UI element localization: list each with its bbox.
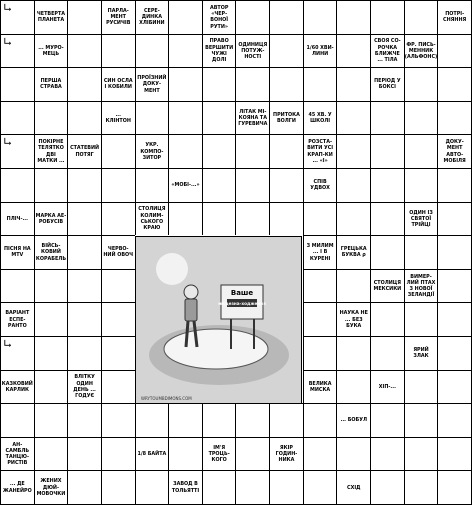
clue-cell: ДОКУ-МЕНТ АВТО-МОБІЛЯ (437, 134, 471, 168)
answer-cell[interactable] (235, 168, 269, 202)
clue-cell: СВОЯ СО-РОЧКА БЛИЖЧЕ ... ТІЛА (370, 34, 404, 68)
clue-cell: ЯКІР ГОДИН-НИКА (269, 437, 303, 471)
arrow-icon (3, 137, 12, 146)
clue-cell: ЧЕТВЕРТА ПЛАНЕТА (34, 0, 68, 34)
clue-cell: ПРИТОКА ВОЛГИ (269, 101, 303, 135)
answer-cell[interactable] (34, 403, 68, 437)
answer-cell[interactable] (404, 370, 438, 404)
answer-cell[interactable] (101, 202, 135, 236)
answer-cell[interactable] (202, 403, 236, 437)
answer-cell[interactable] (101, 168, 135, 202)
answer-cell[interactable] (437, 370, 471, 404)
answer-cell[interactable] (269, 168, 303, 202)
answer-cell[interactable] (101, 34, 135, 68)
answer-cell[interactable] (404, 67, 438, 101)
clue-cell: ПЕРІОД У БОКСІ (370, 67, 404, 101)
answer-cell[interactable] (67, 168, 101, 202)
answer-cell[interactable] (269, 134, 303, 168)
answer-cell[interactable] (0, 336, 34, 370)
clue-cell: ПОКІРНЕ ТЕЛЯТКО ДВІ МАТКИ ... (34, 134, 68, 168)
clue-cell: РОЗСТА-ВИТИ УСІ КРАП-КИ ... «І» (303, 134, 337, 168)
answer-cell[interactable] (67, 202, 101, 236)
answer-cell[interactable] (202, 470, 236, 504)
answer-cell[interactable] (336, 34, 370, 68)
answer-cell[interactable] (235, 470, 269, 504)
answer-cell[interactable] (370, 403, 404, 437)
answer-cell[interactable] (135, 168, 169, 202)
answer-cell[interactable] (101, 336, 135, 370)
clue-cell: ФР. ПИСЬ-МЕННИК (АЛЬФОНС) (404, 34, 438, 68)
answer-cell[interactable] (370, 202, 404, 236)
answer-cell[interactable] (67, 336, 101, 370)
answer-cell[interactable] (269, 67, 303, 101)
answer-cell[interactable] (336, 336, 370, 370)
clue-cell: ВЛІТКУ ОДИН ДЕНЬ ... ГОДУЄ (67, 370, 101, 404)
clue-cell: ГРЕЦЬКА БУКВА ρ (336, 235, 370, 269)
answer-cell[interactable] (34, 437, 68, 471)
sign-text-middle: місцезна-ходження (218, 301, 266, 306)
arrow-icon (3, 3, 12, 12)
answer-cell[interactable] (303, 403, 337, 437)
answer-cell[interactable] (437, 101, 471, 135)
answer-cell[interactable] (0, 168, 34, 202)
answer-cell[interactable] (303, 470, 337, 504)
clue-cell: ЯРИЙ ЗЛАК (404, 336, 438, 370)
clue-cell: ПРОЇЗНИЙ ДОКУ-МЕНТ (135, 67, 169, 101)
answer-cell[interactable] (437, 403, 471, 437)
answer-cell[interactable] (269, 0, 303, 34)
clue-cell: ПЛІЧ-... (0, 202, 34, 236)
clue-cell: ПРАВО ВЕРШИТИ ЧУЖІ ДОЛІ (202, 34, 236, 68)
clue-cell: СТАТЕВИЙ ПОТЯГ (67, 134, 101, 168)
watermark-text: WRYTOUMBDIMONS.COM (141, 396, 192, 401)
answer-cell[interactable] (101, 470, 135, 504)
answer-cell[interactable] (101, 437, 135, 471)
answer-cell[interactable] (336, 269, 370, 303)
answer-cell[interactable] (168, 202, 202, 236)
answer-cell[interactable] (0, 0, 34, 34)
answer-cell[interactable] (269, 202, 303, 236)
answer-cell[interactable] (336, 168, 370, 202)
answer-cell[interactable] (0, 101, 34, 135)
clue-cell: СТОЛИЦЯ МЕКСИКИ (370, 269, 404, 303)
answer-cell[interactable] (404, 134, 438, 168)
answer-cell[interactable] (202, 202, 236, 236)
answer-cell[interactable] (404, 302, 438, 336)
clue-cell: КАЗКОВИЙ КАРЛИК (0, 370, 34, 404)
answer-cell[interactable] (202, 168, 236, 202)
clue-cell: СЕРЕ-ДИНКА ХЛІБИНИ (135, 0, 169, 34)
answer-cell[interactable] (168, 101, 202, 135)
answer-cell[interactable] (0, 34, 34, 68)
answer-cell[interactable] (269, 403, 303, 437)
clue-cell: ОДИНИЦЯ ПОТУЖ-НОСТІ (235, 34, 269, 68)
clue-cell: ВИМЕР-ЛИЙ ПТАХ З НОВОЇ ЗЕЛАНДІЇ (404, 269, 438, 303)
answer-cell[interactable] (67, 0, 101, 34)
answer-cell[interactable] (67, 235, 101, 269)
clue-cell: ПОТРІ-СНЯННЯ (437, 0, 471, 34)
clue-cell: АН-САМБЛЬ ТАНЦЮ-РИСТІВ (0, 437, 34, 471)
clue-cell: 45 ХВ. У ШКОЛІ (303, 101, 337, 135)
answer-cell[interactable] (101, 370, 135, 404)
answer-cell[interactable] (336, 67, 370, 101)
answer-cell[interactable] (135, 101, 169, 135)
answer-cell[interactable] (34, 370, 68, 404)
answer-cell[interactable] (67, 67, 101, 101)
clue-cell: ОДИН ІЗ СВЯТОЇ ТРІЙЦІ (404, 202, 438, 236)
answer-cell[interactable] (168, 0, 202, 34)
answer-cell[interactable] (67, 470, 101, 504)
island-cartoon (136, 237, 302, 404)
answer-cell[interactable] (336, 370, 370, 404)
clue-cell: ЧЕРВО-НИЙ ОВОЧ (101, 235, 135, 269)
answer-cell[interactable] (404, 470, 438, 504)
answer-cell[interactable] (370, 134, 404, 168)
answer-cell[interactable] (336, 202, 370, 236)
clue-cell: ПЕРША СТРАВА (34, 67, 68, 101)
answer-cell[interactable] (101, 302, 135, 336)
answer-cell[interactable] (101, 403, 135, 437)
clue-cell: НАУКА НЕ ... БЕЗ БУКА (336, 302, 370, 336)
answer-cell[interactable] (370, 470, 404, 504)
answer-cell[interactable] (336, 134, 370, 168)
answer-cell[interactable] (202, 101, 236, 135)
answer-cell[interactable] (34, 269, 68, 303)
answer-cell[interactable] (67, 302, 101, 336)
answer-cell[interactable] (303, 269, 337, 303)
answer-cell[interactable] (67, 101, 101, 135)
clue-cell: ХІП-... (370, 370, 404, 404)
sign-text-top: Ваше (230, 289, 254, 297)
answer-cell[interactable] (437, 336, 471, 370)
clue-cell: ... ДЕ ЖАНЕЙРО (0, 470, 34, 504)
answer-cell[interactable] (67, 34, 101, 68)
answer-cell[interactable] (437, 67, 471, 101)
clue-cell: «МОБІ-...» (168, 168, 202, 202)
answer-cell[interactable] (336, 0, 370, 34)
answer-cell[interactable] (269, 470, 303, 504)
answer-cell[interactable] (269, 34, 303, 68)
answer-cell[interactable] (168, 134, 202, 168)
answer-cell[interactable] (437, 34, 471, 68)
answer-cell[interactable] (437, 437, 471, 471)
answer-cell[interactable] (168, 67, 202, 101)
crossword-picture (135, 236, 302, 404)
clue-cell: ПАРЛА-МЕНТ РУСИЧІВ (101, 0, 135, 34)
clue-cell: ... МУРО-МЕЦЬ (34, 34, 68, 68)
answer-cell[interactable] (235, 403, 269, 437)
answer-cell[interactable] (303, 302, 337, 336)
clue-cell: УКР. КОМПО-ЗИТОР (135, 134, 169, 168)
clue-cell: СПІВ УДВОХ (303, 168, 337, 202)
answer-cell[interactable] (303, 437, 337, 471)
clue-cell: ЗАВОД В ТОЛЬЯТТІ (168, 470, 202, 504)
answer-cell[interactable] (67, 269, 101, 303)
clue-cell: 1/60 ХВИ-ЛИНИ (303, 34, 337, 68)
answer-cell[interactable] (34, 336, 68, 370)
answer-cell[interactable] (235, 0, 269, 34)
answer-cell[interactable] (370, 168, 404, 202)
answer-cell[interactable] (0, 134, 34, 168)
answer-cell[interactable] (135, 34, 169, 68)
answer-cell[interactable] (135, 470, 169, 504)
answer-cell[interactable] (0, 269, 34, 303)
answer-cell[interactable] (437, 269, 471, 303)
clue-cell: ВАРІАНТ ЕСПЕ-РАНТО (0, 302, 34, 336)
answer-cell[interactable] (336, 101, 370, 135)
answer-cell[interactable] (0, 403, 34, 437)
arrow-icon (3, 37, 12, 46)
answer-cell[interactable] (168, 437, 202, 471)
answer-cell[interactable] (303, 67, 337, 101)
answer-cell[interactable] (135, 403, 169, 437)
answer-cell[interactable] (404, 0, 438, 34)
answer-cell[interactable] (202, 134, 236, 168)
answer-cell[interactable] (404, 235, 438, 269)
clue-cell: ... КЛІНТОН (101, 101, 135, 135)
answer-cell[interactable] (67, 403, 101, 437)
answer-cell[interactable] (101, 134, 135, 168)
answer-cell[interactable] (168, 34, 202, 68)
answer-cell[interactable] (67, 437, 101, 471)
clue-cell: З МИЛИМ ... І В КУРЕНІ (303, 235, 337, 269)
answer-cell[interactable] (404, 403, 438, 437)
answer-cell[interactable] (437, 470, 471, 504)
clue-cell: АВТОР «ЧЕР-ВОНОЇ РУТИ» (202, 0, 236, 34)
answer-cell[interactable] (34, 101, 68, 135)
answer-cell[interactable] (404, 437, 438, 471)
answer-cell[interactable] (370, 0, 404, 34)
clue-cell: ПІСНЯ НА MTV (0, 235, 34, 269)
answer-cell[interactable] (437, 235, 471, 269)
answer-cell[interactable] (202, 67, 236, 101)
answer-cell[interactable] (101, 269, 135, 303)
answer-cell[interactable] (235, 67, 269, 101)
clue-cell: СИН ОСЛА І КОБИЛИ (101, 67, 135, 101)
answer-cell[interactable] (0, 67, 34, 101)
answer-cell[interactable] (303, 202, 337, 236)
clue-cell: 1/8 БАЙТА (135, 437, 169, 471)
answer-cell[interactable] (370, 336, 404, 370)
clue-cell: ІМ'Я ТРОЦЬ-КОГО (202, 437, 236, 471)
clue-cell: ЛІТАК МІ-КОЯНА ТА ГУРЕВИЧА (235, 101, 269, 135)
clue-cell: ВІЙСЬ-КОВИЙ КОРАБЕЛЬ (34, 235, 68, 269)
clue-cell: ВЕЛИКА МИСКА (303, 370, 337, 404)
answer-cell[interactable] (437, 202, 471, 236)
clue-cell: ЖЕНИХ ДЮЙ-МОВОЧКИ (34, 470, 68, 504)
answer-cell[interactable] (370, 437, 404, 471)
answer-cell[interactable] (437, 302, 471, 336)
answer-cell[interactable] (336, 437, 370, 471)
answer-cell[interactable] (303, 0, 337, 34)
clue-cell: СТОЛИЦЯ КОЛИМ-СЬКОГО КРАЮ (135, 202, 169, 236)
clue-cell: ... БОБУЛ (336, 403, 370, 437)
clue-cell: МАРКА АЕ-РОБУСІВ (34, 202, 68, 236)
answer-cell[interactable] (168, 403, 202, 437)
answer-cell[interactable] (404, 101, 438, 135)
answer-cell[interactable] (370, 235, 404, 269)
answer-cell[interactable] (235, 437, 269, 471)
clue-cell: СХІД (336, 470, 370, 504)
answer-cell[interactable] (370, 302, 404, 336)
answer-cell[interactable] (34, 168, 68, 202)
answer-cell[interactable] (235, 202, 269, 236)
answer-cell[interactable] (34, 302, 68, 336)
answer-cell[interactable] (303, 336, 337, 370)
answer-cell[interactable] (437, 168, 471, 202)
answer-cell[interactable] (235, 134, 269, 168)
answer-cell[interactable] (404, 168, 438, 202)
arrow-icon (3, 339, 12, 348)
answer-cell[interactable] (370, 101, 404, 135)
